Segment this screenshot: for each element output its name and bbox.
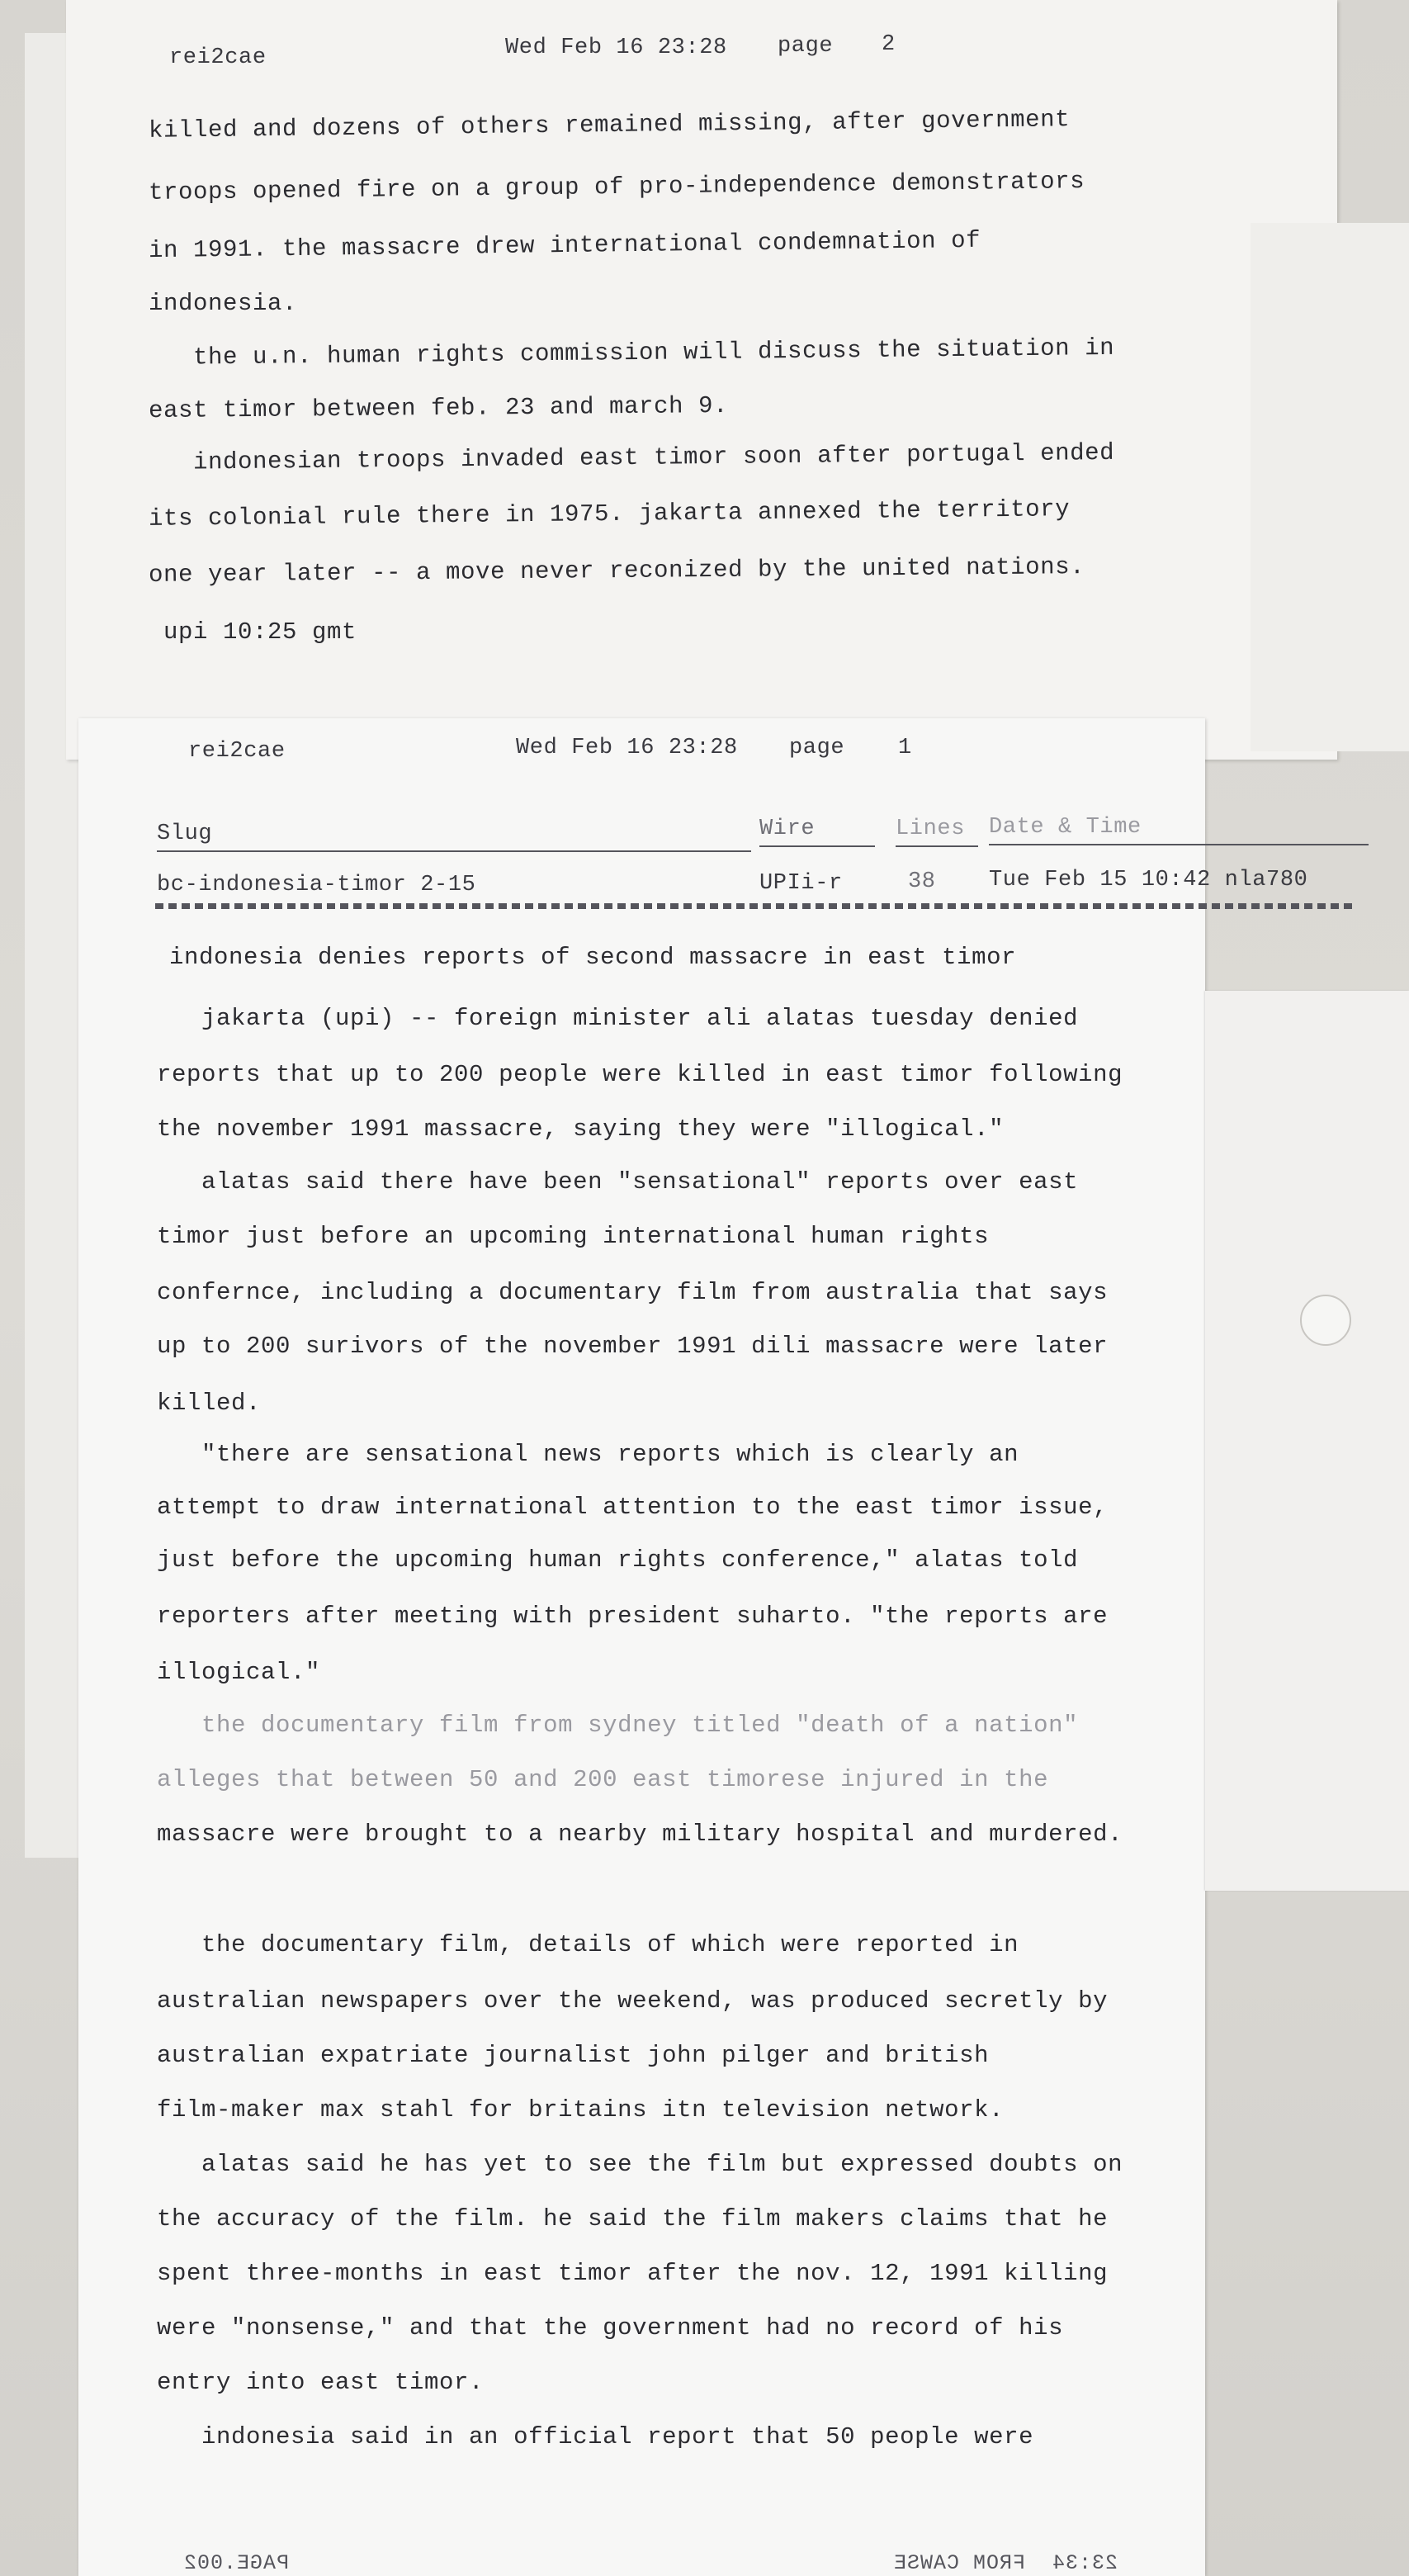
text-line: up to 200 surivors of the november 1991 dili massacre were later — [157, 1333, 1109, 1360]
column-header-slug: Slug — [157, 817, 751, 852]
text-line: the documentary film, details of which were reported in — [157, 1931, 1019, 1958]
text-line: "there are sensational news reports which is clearly an — [157, 1441, 1019, 1468]
text-line: just before the upcoming human rights conference," alatas told — [157, 1546, 1079, 1574]
overlapping-paper-right-top — [1251, 223, 1409, 751]
column-header-wire: Wire — [759, 812, 875, 847]
text-line: reports that up to 200 people were killed in east timor following — [157, 1061, 1123, 1088]
cell-date: Tue Feb 15 10:42 nla780 — [989, 868, 1308, 893]
text-line: australian newspapers over the weekend, was produced secretly by — [157, 1987, 1109, 2015]
text-line: confernce, including a documentary film from australia that says — [157, 1279, 1109, 1306]
page2-slug: rei2cae — [169, 45, 267, 70]
cell-slug: bc-indonesia-timor 2-15 — [157, 873, 476, 897]
main-page — [78, 718, 1205, 2576]
text-line: illogical." — [157, 1659, 321, 1686]
page1-page-label: page — [789, 736, 845, 760]
text-line: indonesia said in an official report that 50 people were — [157, 2423, 1034, 2451]
punch-hole-icon — [1300, 1295, 1351, 1346]
text-line: australian expatriate journalist john pilger and british — [157, 2042, 990, 2069]
page2-page-number: 2 — [882, 32, 896, 57]
text-line: jakarta (upi) -- foreign minister ali alatas tuesday denied — [157, 1005, 1079, 1032]
page2-page-label: page — [778, 34, 834, 59]
column-header-lines: Lines — [896, 812, 978, 847]
overlapping-paper-right-mid — [1205, 991, 1409, 1891]
text-line: its colonial rule there in 1975. jakarta annexed the territory — [148, 495, 1071, 533]
text-line: alatas said he has yet to see the film but expressed doubts on — [157, 2151, 1123, 2178]
text-line: east timor between feb. 23 and march 9. — [148, 391, 729, 425]
text-line: the accuracy of the film. he said the film makers claims that he — [157, 2205, 1109, 2233]
page2-datetime: Wed Feb 16 23:28 — [505, 36, 727, 60]
text-line: killed and dozens of others remained missing, after government — [148, 106, 1071, 144]
page1-page-number: 1 — [898, 736, 912, 760]
text-line: the u.n. human rights commission will discuss the situation in — [148, 334, 1115, 372]
cell-wire: UPIi-r — [759, 871, 843, 896]
text-line: killed. — [157, 1390, 262, 1417]
text-line: in 1991. the massacre drew international condemnation of — [148, 226, 981, 265]
text-line: massacre were brought to a nearby military hospital and murdered. — [157, 1821, 1123, 1848]
text-line: one year later -- a move never reconized by the united nations. — [148, 553, 1085, 589]
text-line: alatas said there have been "sensational" reports over east — [157, 1168, 1079, 1196]
column-header-date: Date & Time — [989, 811, 1369, 845]
text-line: the november 1991 massacre, saying they were "illogical." — [157, 1115, 1005, 1143]
text-line: indonesian troops invaded east timor soon after portugal ended — [148, 438, 1115, 477]
page1-datetime: Wed Feb 16 23:28 — [516, 736, 738, 760]
cell-lines: 38 — [908, 869, 936, 894]
fax-page-code: PAGE.002 — [183, 2551, 290, 2575]
text-line: indonesia. — [149, 290, 298, 317]
text-line: alleges that between 50 and 200 east timorese injured in the — [157, 1766, 1049, 1793]
text-line: film-maker max stahl for britains itn television network. — [157, 2096, 1005, 2124]
text-line: troops opened fire on a group of pro-independence demonstrators — [148, 168, 1085, 206]
story-headline: indonesia denies reports of second massacre in east timor — [169, 944, 1017, 971]
text-line: spent three-months in east timor after the nov. 12, 1991 killing — [157, 2260, 1109, 2287]
text-line: the documentary film from sydney titled "death of a nation" — [157, 1712, 1079, 1739]
text-line: upi 10:25 gmt — [149, 618, 357, 646]
text-line: entry into east timor. — [157, 2369, 485, 2396]
fax-from-label: 23:34 FROM CAWSE — [893, 2551, 1118, 2575]
text-line: were "nonsense," and that the government had no record of his — [157, 2314, 1064, 2342]
text-line: attempt to draw international attention to the east timor issue, — [157, 1494, 1109, 1521]
text-line: reporters after meeting with president suharto. "the reports are — [157, 1603, 1109, 1630]
page1-slug: rei2cae — [188, 739, 286, 764]
text-line: timor just before an upcoming international human rights — [157, 1223, 990, 1250]
double-rule-divider — [155, 903, 1352, 909]
